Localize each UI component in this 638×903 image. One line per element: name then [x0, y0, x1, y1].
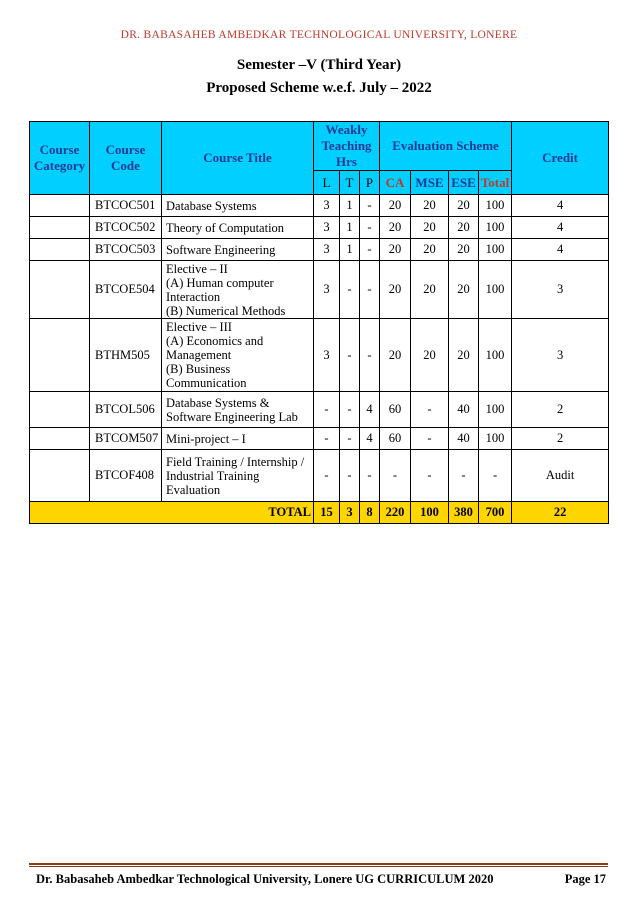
cell-credit: 3 — [512, 261, 609, 319]
footer-rule-thin — [29, 866, 608, 867]
cell-ca: 60 — [380, 428, 411, 450]
course-title — [162, 392, 314, 428]
header-CA: CA — [380, 171, 411, 195]
table-row — [30, 195, 609, 217]
cell-credit: 2 — [512, 392, 609, 428]
category-cell — [30, 392, 90, 428]
cell-credit: 4 — [512, 239, 609, 261]
course-title-line: Software Engineering Lab — [166, 409, 298, 424]
cell-l: 3 — [314, 217, 340, 239]
course-title-line: (B) Business — [166, 362, 231, 376]
header-MSE: MSE — [411, 171, 449, 195]
cell-total: 100 — [479, 195, 512, 217]
table-row — [30, 239, 609, 261]
cell-mse: 20 — [411, 217, 449, 239]
cell-ese: 40 — [449, 428, 479, 450]
course-title-line: Database Systems — [166, 198, 257, 213]
cell-ese: 40 — [449, 392, 479, 428]
cell-total: 100 — [479, 428, 512, 450]
header-title: Course Title — [162, 122, 314, 195]
category-cell — [30, 217, 90, 239]
header-ESE: ESE — [449, 171, 479, 195]
total-total: 700 — [479, 502, 512, 524]
cell-l: - — [314, 392, 340, 428]
cell-p: - — [360, 195, 380, 217]
total-MSE: 100 — [411, 502, 449, 524]
cell-mse: 20 — [411, 319, 449, 392]
semester-title: Semester –V (Third Year) — [236, 57, 402, 73]
cell-t: - — [340, 392, 360, 428]
total-label: TOTAL — [30, 502, 314, 524]
cell-mse: 20 — [411, 239, 449, 261]
cell-credit: 3 — [512, 319, 609, 392]
scheme-table — [29, 121, 609, 524]
cell-mse: - — [411, 450, 449, 502]
course-title-line: (B) Numerical Methods — [166, 303, 286, 318]
cell-ca: 20 — [380, 217, 411, 239]
cell-mse: - — [411, 392, 449, 428]
cell-mse: 20 — [411, 261, 449, 319]
category-cell — [30, 428, 90, 450]
footer-text: Dr. Babasaheb Ambedkar Technological University, Lonere UG CURRICULUM 2020 — [36, 872, 494, 886]
cell-t: - — [340, 428, 360, 450]
course-title-line: Field Training / Internship / — [166, 454, 305, 469]
total-ESE: 380 — [449, 502, 479, 524]
table-row — [30, 392, 609, 428]
cell-ca: - — [380, 450, 411, 502]
header-total: Total — [479, 171, 512, 195]
cell-t: - — [340, 319, 360, 392]
page-number: Page 17 — [564, 872, 606, 886]
cell-ese: 20 — [449, 261, 479, 319]
cell-p: - — [360, 217, 380, 239]
course-title-line: Communication — [166, 376, 247, 390]
course-code: BTCOC502 — [90, 217, 162, 239]
header-row-1 — [30, 122, 609, 171]
cell-mse: 20 — [411, 195, 449, 217]
total-CA: 220 — [380, 502, 411, 524]
category-cell — [30, 450, 90, 502]
cell-l: 3 — [314, 319, 340, 392]
course-title-line: Industrial Training — [166, 468, 260, 483]
header-code: Course Code — [90, 122, 162, 195]
total-T: 3 — [340, 502, 360, 524]
header-P: P — [360, 171, 380, 195]
cell-ese: 20 — [449, 319, 479, 392]
course-title — [162, 428, 314, 450]
course-title-line: Evaluation — [166, 482, 221, 497]
cell-ca: 20 — [380, 319, 411, 392]
course-title-line: Elective – III — [166, 320, 232, 334]
course-title — [162, 450, 314, 502]
course-title-line: Database Systems & — [166, 395, 270, 410]
header-evaluation-scheme: Evaluation Scheme — [380, 122, 512, 171]
cell-total: 100 — [479, 261, 512, 319]
table-row — [30, 319, 609, 392]
table-row — [30, 450, 609, 502]
cell-total: 100 — [479, 217, 512, 239]
course-code: BTCOC503 — [90, 239, 162, 261]
cell-ca: 20 — [380, 261, 411, 319]
cell-l: 3 — [314, 261, 340, 319]
cell-ca: 60 — [380, 392, 411, 428]
course-title-line: (A) Economics and — [166, 334, 264, 348]
cell-total: 100 — [479, 392, 512, 428]
course-title — [162, 261, 314, 319]
cell-p: 4 — [360, 428, 380, 450]
course-title-line: (A) Human computer — [166, 275, 274, 290]
cell-credit: 2 — [512, 428, 609, 450]
category-cell — [30, 195, 90, 217]
total-row — [30, 502, 609, 524]
cell-ese: 20 — [449, 195, 479, 217]
cell-p: - — [360, 239, 380, 261]
cell-total: 100 — [479, 239, 512, 261]
course-title — [162, 217, 314, 239]
cell-p: - — [360, 450, 380, 502]
header-weekly-hours: Weakly Teaching Hrs — [314, 122, 380, 171]
cell-p: 4 — [360, 392, 380, 428]
course-title — [162, 319, 314, 392]
course-code: BTCOM507 — [90, 428, 162, 450]
course-title-line: Mini-project – I — [166, 431, 246, 446]
course-code: BTHM505 — [90, 319, 162, 392]
course-title-line: Software Engineering — [166, 242, 276, 257]
cell-t: 1 — [340, 239, 360, 261]
cell-mse: - — [411, 428, 449, 450]
cell-ese: - — [449, 450, 479, 502]
total-L: 15 — [314, 502, 340, 524]
category-cell — [30, 239, 90, 261]
cell-p: - — [360, 319, 380, 392]
total-P: 8 — [360, 502, 380, 524]
table-row — [30, 217, 609, 239]
course-title-line: Elective – II — [166, 261, 228, 276]
course-title — [162, 195, 314, 217]
cell-t: - — [340, 261, 360, 319]
cell-total: 100 — [479, 319, 512, 392]
university-header: DR. BABASAHEB AMBEDKAR TECHNOLOGICAL UNIVERSITY, LONERE — [120, 29, 518, 41]
course-title — [162, 239, 314, 261]
course-title-line: Theory of Computation — [166, 220, 285, 235]
cell-t: 1 — [340, 195, 360, 217]
cell-t: 1 — [340, 217, 360, 239]
cell-credit: 4 — [512, 217, 609, 239]
scheme-title: Proposed Scheme w.e.f. July – 2022 — [206, 80, 432, 96]
category-cell — [30, 319, 90, 392]
course-title-line: Management — [166, 348, 232, 362]
cell-t: - — [340, 450, 360, 502]
course-code: BTCOE504 — [90, 261, 162, 319]
table-row — [30, 261, 609, 319]
cell-p: - — [360, 261, 380, 319]
header-credit: Credit — [512, 122, 609, 195]
course-code: BTCOF408 — [90, 450, 162, 502]
course-title-line: Interaction — [166, 289, 221, 304]
cell-ca: 20 — [380, 239, 411, 261]
course-code: BTCOC501 — [90, 195, 162, 217]
cell-ese: 20 — [449, 239, 479, 261]
cell-l: 3 — [314, 239, 340, 261]
category-cell — [30, 261, 90, 319]
header-T: T — [340, 171, 360, 195]
footer — [36, 872, 606, 887]
footer-rule — [29, 863, 608, 865]
course-code: BTCOL506 — [90, 392, 162, 428]
header-category: Course Category — [30, 122, 90, 195]
cell-l: - — [314, 428, 340, 450]
total-credit: 22 — [512, 502, 609, 524]
cell-total: - — [479, 450, 512, 502]
header-L: L — [314, 171, 340, 195]
cell-credit: Audit — [512, 450, 609, 502]
cell-l: - — [314, 450, 340, 502]
cell-l: 3 — [314, 195, 340, 217]
cell-ca: 20 — [380, 195, 411, 217]
table-row — [30, 428, 609, 450]
cell-ese: 20 — [449, 217, 479, 239]
cell-credit: 4 — [512, 195, 609, 217]
